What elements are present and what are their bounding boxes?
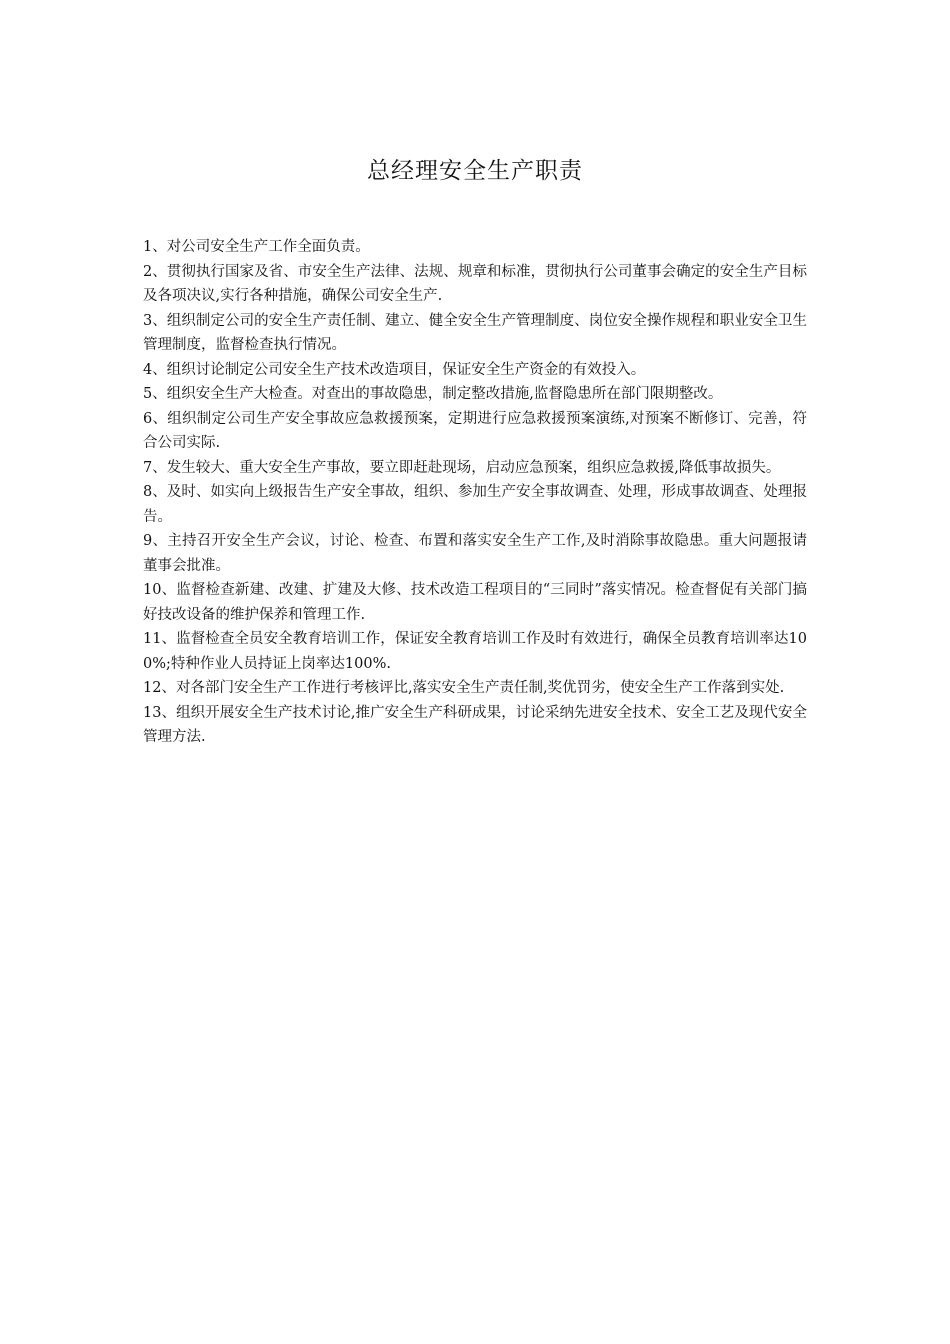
duty-item-6: 6、组织制定公司生产安全事故应急救援预案，定期进行应急救援预案演练,对预案不断修订、完善，符合公司实际. xyxy=(143,410,807,451)
document-title: 总经理安全生产职责 xyxy=(367,158,583,184)
duty-item-1: 1、对公司安全生产工作全面负责。 xyxy=(143,239,370,255)
duty-item-3: 3、组织制定公司的安全生产责任制、建立、健全安全生产管理制度、岗位安全操作规程和职业安全卫生管理制度，监督检查执行情况。 xyxy=(143,312,807,353)
duty-item-13: 13、组织开展安全生产技术讨论,推广安全生产科研成果，讨论采纳先进安全技术、安全工艺及现代安全管理方法. xyxy=(143,704,807,745)
duty-list xyxy=(143,235,807,750)
duty-item-10: 10、监督检查新建、改建、扩建及大修、技术改造工程项目的“三同时”落实情况。检查督促有关部门搞好技改设备的维护保养和管理工作. xyxy=(143,582,807,623)
duty-item-7: 7、发生较大、重大安全生产事故，要立即赶赴现场，启动应急预案，组织应急救援,降低事故损失。 xyxy=(143,459,781,476)
duty-item-4: 4、组织讨论制定公司安全生产技术改造项目，保证安全生产资金的有效投入。 xyxy=(143,361,646,378)
duty-item-11: 11、监督检查全员安全教育培训工作，保证安全教育培训工作及时有效进行，确保全员教育培训率达100%;特种作业人员持证上岗率达100%. xyxy=(143,631,807,672)
duty-item-5: 5、组织安全生产大检查。对查出的事故隐患，制定整改措施,监督隐患所在部门限期整改。 xyxy=(143,386,723,402)
duty-item-12: 12、对各部门安全生产工作进行考核评比,落实安全生产责任制,奖优罚劣，使安全生产工作落到实处. xyxy=(143,680,785,696)
duty-item-2: 2、贯彻执行国家及省、市安全生产法律、法规、规章和标准，贯彻执行公司董事会确定的安全生产目标及各项决议,实行各种措施，确保公司安全生产. xyxy=(143,263,807,304)
duty-item-9: 9、主持召开安全生产会议，讨论、检查、布置和落实安全生产工作,及时消除事故隐患。重大问题报请董事会批准。 xyxy=(143,533,807,574)
duty-item-8: 8、及时、如实向上级报告生产安全事故，组织、参加生产安全事故调查、处理，形成事故调查、处理报告。 xyxy=(143,484,807,525)
